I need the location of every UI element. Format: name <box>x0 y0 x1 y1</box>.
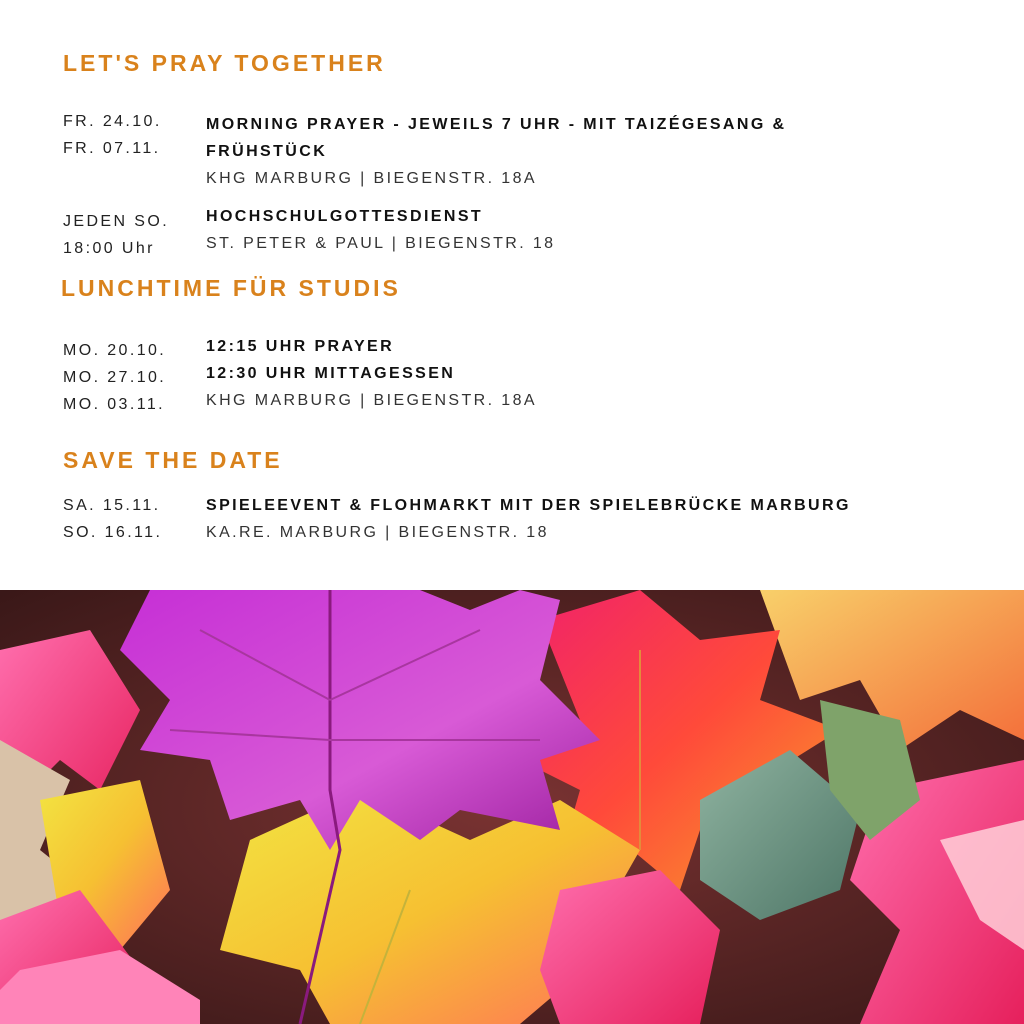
autumn-leaves-photo <box>0 590 1024 1024</box>
event-location: KHG MARBURG | BIEGENSTR. 18A <box>206 170 537 187</box>
event-morning-prayer <box>63 108 963 188</box>
event-dates <box>63 337 166 418</box>
event-date: JEDEN SO. <box>63 213 170 230</box>
event-lunchtime <box>63 337 963 419</box>
event-details <box>206 333 886 414</box>
event-date: MO. 03.11. <box>63 396 165 413</box>
event-gottesdienst <box>63 206 963 262</box>
event-date: SA. 15.11. <box>63 497 161 514</box>
section-title-save-the-date: SAVE THE DATE <box>63 447 283 473</box>
event-location: ST. PETER & PAUL | BIEGENSTR. 18 <box>206 235 556 252</box>
event-location: KHG MARBURG | BIEGENSTR. 18A <box>206 392 537 409</box>
section-title-pray: LET'S PRAY TOGETHER <box>63 50 386 76</box>
event-date: SO. 16.11. <box>63 524 163 541</box>
event-spieleevent <box>63 492 963 548</box>
event-title: 12:15 UHR PRAYER <box>206 338 395 355</box>
event-dates <box>63 108 162 162</box>
event-dates <box>63 208 169 262</box>
event-title: MORNING PRAYER - JEWEILS 7 UHR - MIT TAIZÉGESANG & <box>206 116 787 133</box>
event-dates <box>63 492 162 546</box>
event-details <box>206 492 886 546</box>
event-title-cont: FRÜHSTÜCK <box>206 143 328 160</box>
event-time: 18:00 Uhr <box>63 240 155 257</box>
event-date: FR. 24.10. <box>63 113 162 130</box>
event-date: MO. 27.10. <box>63 369 167 386</box>
event-date: FR. 07.11. <box>63 140 161 157</box>
section-title-lunchtime: LUNCHTIME FÜR STUDIS <box>61 275 401 301</box>
event-title: 12:30 UHR MITTAGESSEN <box>206 365 456 382</box>
event-details <box>206 203 886 257</box>
event-title: SPIELEEVENT & FLOHMARKT MIT DER SPIELEBRÜCKE MARBURG <box>206 497 851 514</box>
autumn-leaves-illustration <box>0 590 1024 1024</box>
event-details <box>206 111 886 192</box>
event-date: MO. 20.10. <box>63 342 167 359</box>
event-location: KA.RE. MARBURG | BIEGENSTR. 18 <box>206 524 549 541</box>
event-title: HOCHSCHULGOTTESDIENST <box>206 208 484 225</box>
